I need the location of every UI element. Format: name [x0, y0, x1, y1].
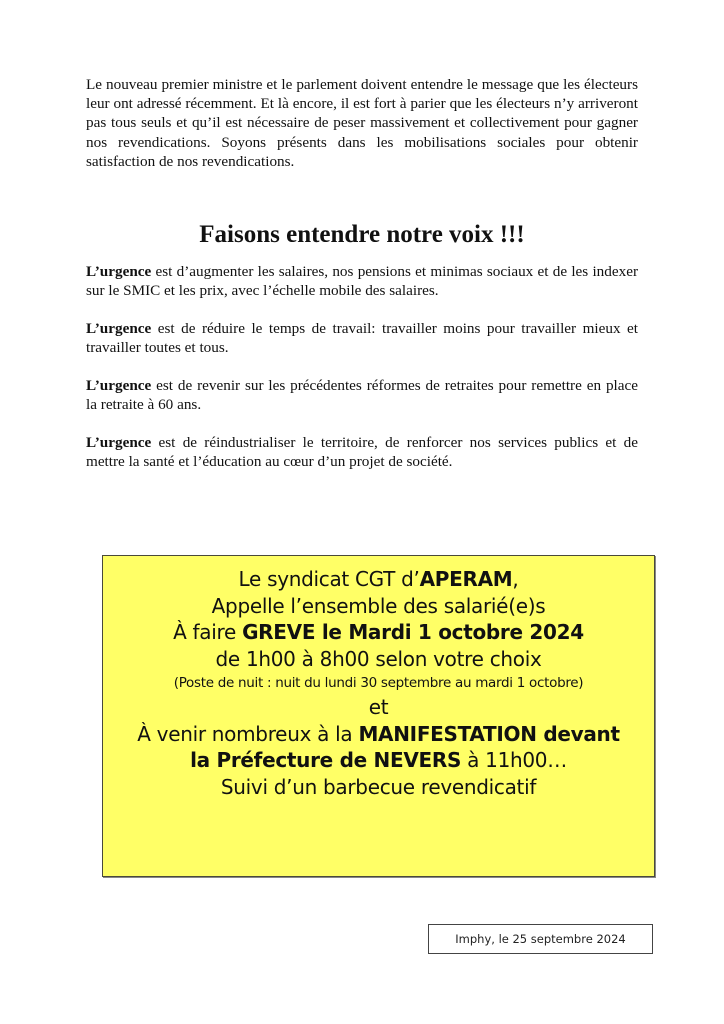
- urgence-lead: L’urgence: [86, 320, 152, 337]
- urgence-lead: L’urgence: [86, 377, 152, 394]
- callout-text: ,: [512, 567, 519, 591]
- demonstration-label: MANIFESTATION devant: [358, 721, 620, 746]
- urgence-text: est de réduire le temps de travail: travailler moins pour travailler mieux et travailler toutes et tous.: [86, 320, 638, 357]
- date-place-box: Imphy, le 25 septembre 2024: [428, 924, 653, 954]
- urgence-paragraph: [86, 433, 638, 471]
- strike-call-box: [102, 555, 655, 877]
- callout-line-and: et: [368, 695, 389, 719]
- callout-line-appeal: Appelle l’ensemble des salarié(e)s: [211, 593, 546, 618]
- callout-text: Le syndicat CGT d’: [238, 567, 420, 591]
- strike-date: GREVE le Mardi 1 octobre 2024: [242, 620, 584, 644]
- headline: Faisons entendre notre voix !!!: [199, 221, 525, 248]
- urgence-text: est de revenir sur les précédentes réformes de retraites pour remettre en place la retraite à 60 ans.: [86, 377, 638, 414]
- callout-line-union: [103, 566, 654, 593]
- intro-paragraph: Le nouveau premier ministre et le parlement doivent entendre le message que les électeurs leur ont adressé récemment. Et là encore, il est fort à parier que les électeurs n’y arriveront pas tous seuls et qu’il est nécessaire de peser massivement et collectivement pour gagner nos revendications. Soyons présents dans les mobilisations sociales pour obtenir satisfaction de nos revendications.: [86, 76, 638, 170]
- callout-line-location: [103, 747, 654, 774]
- urgence-lead: L’urgence: [86, 434, 152, 451]
- callout-line-barbecue: Suivi d’un barbecue revendicatif: [220, 774, 537, 799]
- callout-time: à 11h00…: [461, 748, 567, 772]
- callout-line-hours: de 1h00 à 8h00 selon votre choix: [215, 646, 542, 671]
- callout-line-strike: [103, 619, 654, 646]
- urgence-paragraph: [86, 376, 638, 414]
- company-name: APERAM: [419, 567, 513, 591]
- callout-line-night-shift: (Poste de nuit : nuit du lundi 30 septembre au mardi 1 octobre): [173, 675, 584, 691]
- urgence-text: est d’augmenter les salaires, nos pensions et minimas sociaux et de les indexer sur le SMIC et les prix, avec l’échelle mobile des salaires.: [86, 263, 638, 300]
- urgence-lead: L’urgence: [86, 263, 152, 280]
- callout-text: À venir nombreux à la: [137, 721, 359, 746]
- location: la Préfecture de NEVERS: [190, 748, 462, 772]
- callout-line-demonstration: [103, 721, 654, 748]
- urgence-paragraph: [86, 262, 638, 300]
- callout-text: À faire: [173, 620, 243, 644]
- urgence-text: est de réindustrialiser le territoire, de renforcer nos services publics et de mettre la santé et l’éducation au cœur d’un projet de société.: [86, 434, 638, 471]
- urgence-paragraph: [86, 319, 638, 357]
